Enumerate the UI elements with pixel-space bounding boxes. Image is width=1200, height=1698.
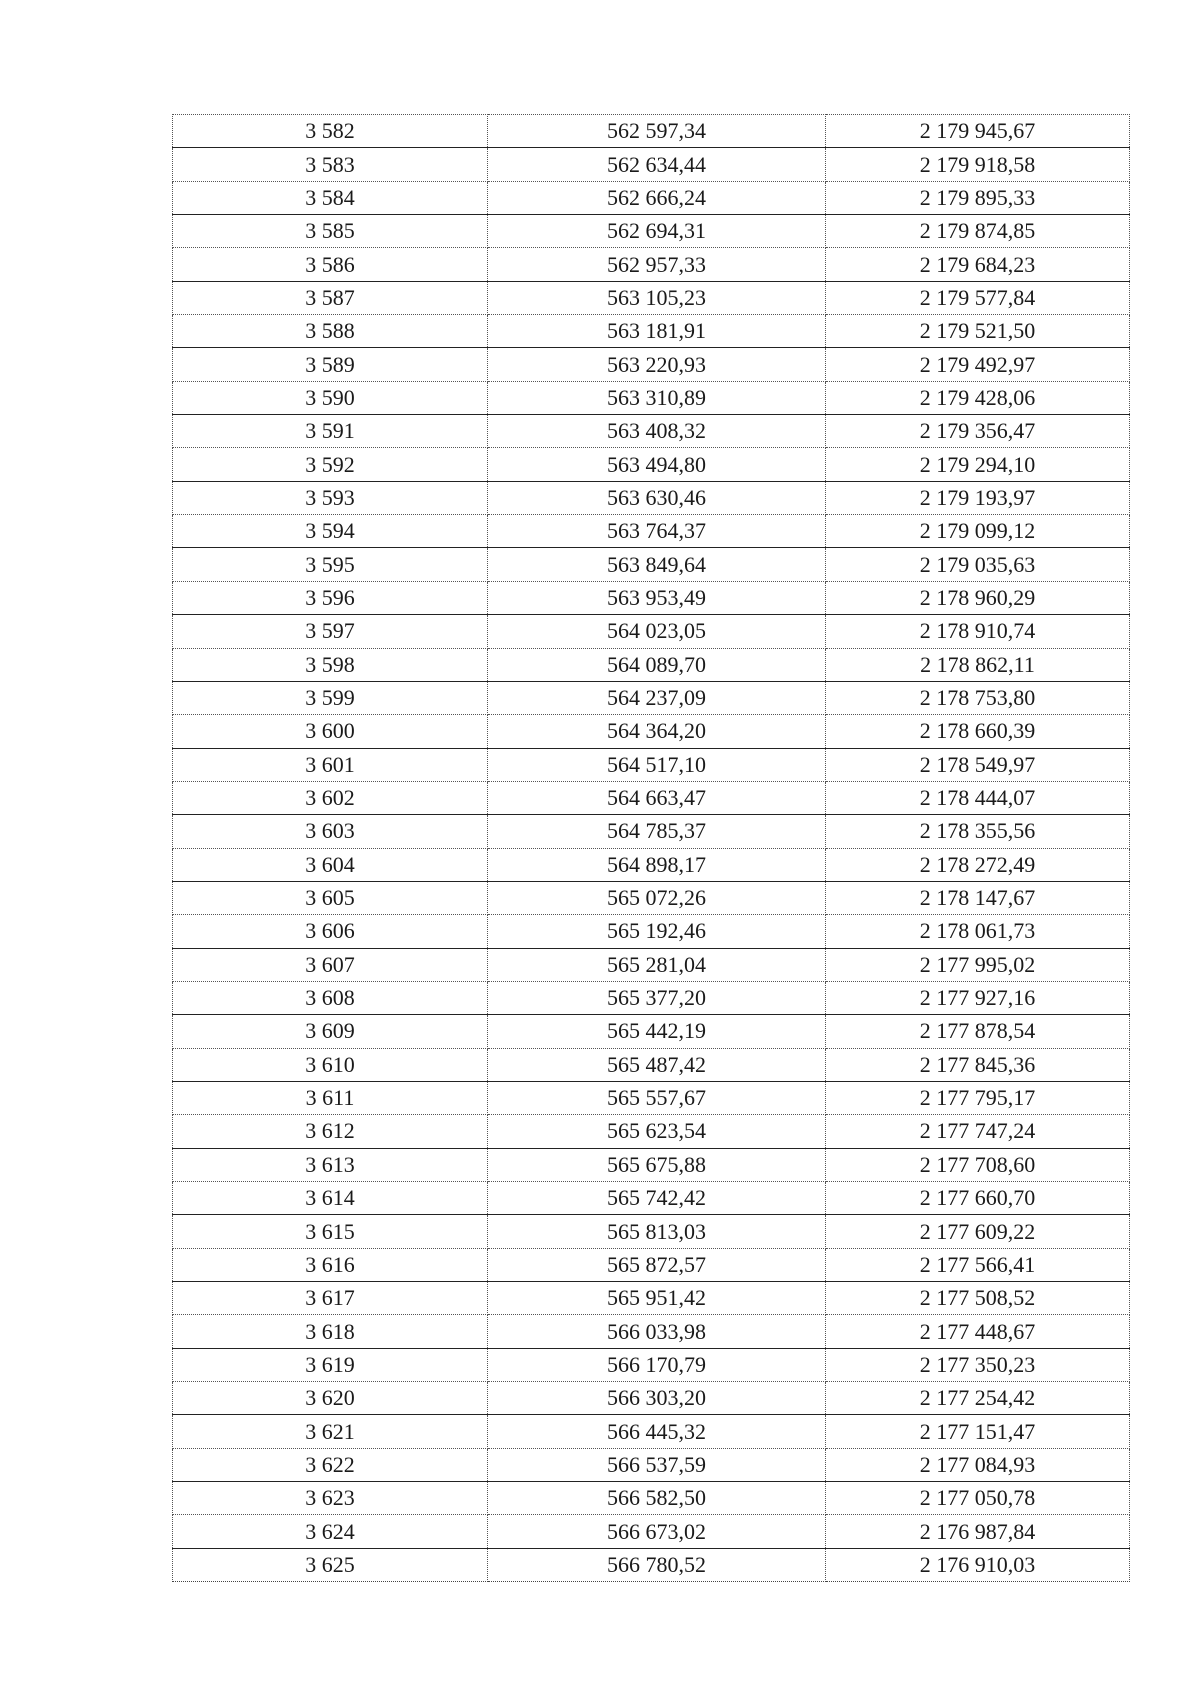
table-row: [173, 615, 1130, 648]
y-coordinate-cell: 2 179 874,85: [826, 215, 1130, 248]
table-row: [173, 1515, 1130, 1548]
y-coordinate-cell: 2 177 660,70: [826, 1182, 1130, 1215]
point-number-cell: 3 604: [173, 848, 488, 881]
y-coordinate-cell: 2 177 084,93: [826, 1448, 1130, 1481]
y-coordinate-cell: 2 178 660,39: [826, 715, 1130, 748]
x-coordinate-cell: 562 666,24: [488, 181, 826, 214]
x-coordinate-cell: 562 694,31: [488, 215, 826, 248]
point-number-cell: 3 622: [173, 1448, 488, 1481]
table-row: [173, 315, 1130, 348]
table-row: [173, 781, 1130, 814]
y-coordinate-cell: 2 179 294,10: [826, 448, 1130, 481]
y-coordinate-cell: 2 178 910,74: [826, 615, 1130, 648]
table-row: [173, 281, 1130, 314]
table-row: [173, 581, 1130, 614]
x-coordinate-cell: 564 898,17: [488, 848, 826, 881]
y-coordinate-cell: 2 178 147,67: [826, 881, 1130, 914]
table-row: [173, 915, 1130, 948]
x-coordinate-cell: 565 442,19: [488, 1015, 826, 1048]
point-number-cell: 3 612: [173, 1115, 488, 1148]
point-number-cell: 3 585: [173, 215, 488, 248]
point-number-cell: 3 602: [173, 781, 488, 814]
table-row: [173, 815, 1130, 848]
point-number-cell: 3 620: [173, 1382, 488, 1415]
y-coordinate-cell: 2 177 254,42: [826, 1382, 1130, 1415]
x-coordinate-cell: 564 517,10: [488, 748, 826, 781]
point-number-cell: 3 589: [173, 348, 488, 381]
point-number-cell: 3 613: [173, 1148, 488, 1181]
point-number-cell: 3 591: [173, 415, 488, 448]
y-coordinate-cell: 2 179 521,50: [826, 315, 1130, 348]
y-coordinate-cell: 2 177 995,02: [826, 948, 1130, 981]
point-number-cell: 3 588: [173, 315, 488, 348]
y-coordinate-cell: 2 179 492,97: [826, 348, 1130, 381]
x-coordinate-cell: 562 597,34: [488, 115, 826, 148]
x-coordinate-cell: 566 582,50: [488, 1482, 826, 1515]
y-coordinate-cell: 2 177 508,52: [826, 1282, 1130, 1315]
point-number-cell: 3 583: [173, 148, 488, 181]
y-coordinate-cell: 2 177 795,17: [826, 1081, 1130, 1114]
x-coordinate-cell: 565 813,03: [488, 1215, 826, 1248]
point-number-cell: 3 606: [173, 915, 488, 948]
y-coordinate-cell: 2 179 918,58: [826, 148, 1130, 181]
point-number-cell: 3 587: [173, 281, 488, 314]
table-row: [173, 1282, 1130, 1315]
table-row: [173, 948, 1130, 981]
point-number-cell: 3 624: [173, 1515, 488, 1548]
y-coordinate-cell: 2 178 272,49: [826, 848, 1130, 881]
point-number-cell: 3 625: [173, 1548, 488, 1581]
point-number-cell: 3 623: [173, 1482, 488, 1515]
x-coordinate-cell: 562 957,33: [488, 248, 826, 281]
y-coordinate-cell: 2 177 747,24: [826, 1115, 1130, 1148]
y-coordinate-cell: 2 179 099,12: [826, 515, 1130, 548]
x-coordinate-cell: 565 557,67: [488, 1081, 826, 1114]
coordinates-table: [172, 114, 1130, 1582]
x-coordinate-cell: 563 849,64: [488, 548, 826, 581]
point-number-cell: 3 582: [173, 115, 488, 148]
x-coordinate-cell: 566 445,32: [488, 1415, 826, 1448]
x-coordinate-cell: 565 872,57: [488, 1248, 826, 1281]
point-number-cell: 3 616: [173, 1248, 488, 1281]
x-coordinate-cell: 563 630,46: [488, 481, 826, 514]
x-coordinate-cell: 565 487,42: [488, 1048, 826, 1081]
y-coordinate-cell: 2 178 753,80: [826, 681, 1130, 714]
x-coordinate-cell: 564 237,09: [488, 681, 826, 714]
y-coordinate-cell: 2 179 945,67: [826, 115, 1130, 148]
y-coordinate-cell: 2 177 708,60: [826, 1148, 1130, 1181]
point-number-cell: 3 599: [173, 681, 488, 714]
y-coordinate-cell: 2 177 151,47: [826, 1415, 1130, 1448]
x-coordinate-cell: 563 764,37: [488, 515, 826, 548]
x-coordinate-cell: 565 072,26: [488, 881, 826, 914]
table-row: [173, 215, 1130, 248]
table-row: [173, 115, 1130, 148]
point-number-cell: 3 592: [173, 448, 488, 481]
x-coordinate-cell: 565 281,04: [488, 948, 826, 981]
point-number-cell: 3 597: [173, 615, 488, 648]
point-number-cell: 3 617: [173, 1282, 488, 1315]
x-coordinate-cell: 565 675,88: [488, 1148, 826, 1181]
point-number-cell: 3 611: [173, 1081, 488, 1114]
x-coordinate-cell: 566 780,52: [488, 1548, 826, 1581]
y-coordinate-cell: 2 176 987,84: [826, 1515, 1130, 1548]
y-coordinate-cell: 2 179 895,33: [826, 181, 1130, 214]
y-coordinate-cell: 2 177 448,67: [826, 1315, 1130, 1348]
y-coordinate-cell: 2 178 862,11: [826, 648, 1130, 681]
point-number-cell: 3 601: [173, 748, 488, 781]
coordinates-table-body: [173, 115, 1130, 1582]
table-row: [173, 1415, 1130, 1448]
y-coordinate-cell: 2 178 355,56: [826, 815, 1130, 848]
y-coordinate-cell: 2 179 684,23: [826, 248, 1130, 281]
y-coordinate-cell: 2 178 960,29: [826, 581, 1130, 614]
table-row: [173, 1015, 1130, 1048]
table-row: [173, 1315, 1130, 1348]
x-coordinate-cell: 566 033,98: [488, 1315, 826, 1348]
y-coordinate-cell: 2 179 035,63: [826, 548, 1130, 581]
x-coordinate-cell: 566 673,02: [488, 1515, 826, 1548]
point-number-cell: 3 584: [173, 181, 488, 214]
y-coordinate-cell: 2 177 350,23: [826, 1348, 1130, 1381]
table-row: [173, 448, 1130, 481]
y-coordinate-cell: 2 179 577,84: [826, 281, 1130, 314]
y-coordinate-cell: 2 179 356,47: [826, 415, 1130, 448]
y-coordinate-cell: 2 178 061,73: [826, 915, 1130, 948]
point-number-cell: 3 615: [173, 1215, 488, 1248]
table-row: [173, 148, 1130, 181]
table-row: [173, 1081, 1130, 1114]
y-coordinate-cell: 2 177 566,41: [826, 1248, 1130, 1281]
point-number-cell: 3 600: [173, 715, 488, 748]
table-row: [173, 1248, 1130, 1281]
table-row: [173, 515, 1130, 548]
x-coordinate-cell: 563 105,23: [488, 281, 826, 314]
table-row: [173, 1215, 1130, 1248]
point-number-cell: 3 594: [173, 515, 488, 548]
x-coordinate-cell: 564 364,20: [488, 715, 826, 748]
x-coordinate-cell: 563 310,89: [488, 381, 826, 414]
table-row: [173, 881, 1130, 914]
x-coordinate-cell: 564 785,37: [488, 815, 826, 848]
y-coordinate-cell: 2 177 609,22: [826, 1215, 1130, 1248]
point-number-cell: 3 618: [173, 1315, 488, 1348]
y-coordinate-cell: 2 179 428,06: [826, 381, 1130, 414]
table-row: [173, 715, 1130, 748]
point-number-cell: 3 610: [173, 1048, 488, 1081]
table-row: [173, 1048, 1130, 1081]
y-coordinate-cell: 2 176 910,03: [826, 1548, 1130, 1581]
x-coordinate-cell: 563 953,49: [488, 581, 826, 614]
table-row: [173, 248, 1130, 281]
table-row: [173, 981, 1130, 1014]
table-row: [173, 1182, 1130, 1215]
table-row: [173, 748, 1130, 781]
x-coordinate-cell: 563 220,93: [488, 348, 826, 381]
table-row: [173, 481, 1130, 514]
table-row: [173, 415, 1130, 448]
point-number-cell: 3 609: [173, 1015, 488, 1048]
x-coordinate-cell: 566 537,59: [488, 1448, 826, 1481]
point-number-cell: 3 596: [173, 581, 488, 614]
x-coordinate-cell: 563 181,91: [488, 315, 826, 348]
y-coordinate-cell: 2 178 549,97: [826, 748, 1130, 781]
table-row: [173, 1382, 1130, 1415]
point-number-cell: 3 621: [173, 1415, 488, 1448]
point-number-cell: 3 607: [173, 948, 488, 981]
table-row: [173, 1448, 1130, 1481]
table-row: [173, 648, 1130, 681]
table-row: [173, 348, 1130, 381]
x-coordinate-cell: 566 303,20: [488, 1382, 826, 1415]
y-coordinate-cell: 2 179 193,97: [826, 481, 1130, 514]
table-row: [173, 1482, 1130, 1515]
y-coordinate-cell: 2 177 927,16: [826, 981, 1130, 1014]
table-row: [173, 1148, 1130, 1181]
x-coordinate-cell: 565 377,20: [488, 981, 826, 1014]
point-number-cell: 3 619: [173, 1348, 488, 1381]
table-row: [173, 1548, 1130, 1581]
x-coordinate-cell: 565 951,42: [488, 1282, 826, 1315]
table-row: [173, 1115, 1130, 1148]
x-coordinate-cell: 566 170,79: [488, 1348, 826, 1381]
table-row: [173, 548, 1130, 581]
point-number-cell: 3 605: [173, 881, 488, 914]
point-number-cell: 3 595: [173, 548, 488, 581]
point-number-cell: 3 603: [173, 815, 488, 848]
table-row: [173, 681, 1130, 714]
point-number-cell: 3 593: [173, 481, 488, 514]
y-coordinate-cell: 2 178 444,07: [826, 781, 1130, 814]
table-row: [173, 848, 1130, 881]
x-coordinate-cell: 563 408,32: [488, 415, 826, 448]
x-coordinate-cell: 563 494,80: [488, 448, 826, 481]
y-coordinate-cell: 2 177 878,54: [826, 1015, 1130, 1048]
point-number-cell: 3 608: [173, 981, 488, 1014]
y-coordinate-cell: 2 177 845,36: [826, 1048, 1130, 1081]
x-coordinate-cell: 564 089,70: [488, 648, 826, 681]
x-coordinate-cell: 565 742,42: [488, 1182, 826, 1215]
table-row: [173, 181, 1130, 214]
x-coordinate-cell: 565 623,54: [488, 1115, 826, 1148]
y-coordinate-cell: 2 177 050,78: [826, 1482, 1130, 1515]
table-row: [173, 381, 1130, 414]
point-number-cell: 3 598: [173, 648, 488, 681]
x-coordinate-cell: 564 663,47: [488, 781, 826, 814]
point-number-cell: 3 586: [173, 248, 488, 281]
point-number-cell: 3 590: [173, 381, 488, 414]
point-number-cell: 3 614: [173, 1182, 488, 1215]
x-coordinate-cell: 562 634,44: [488, 148, 826, 181]
table-row: [173, 1348, 1130, 1381]
x-coordinate-cell: 565 192,46: [488, 915, 826, 948]
x-coordinate-cell: 564 023,05: [488, 615, 826, 648]
